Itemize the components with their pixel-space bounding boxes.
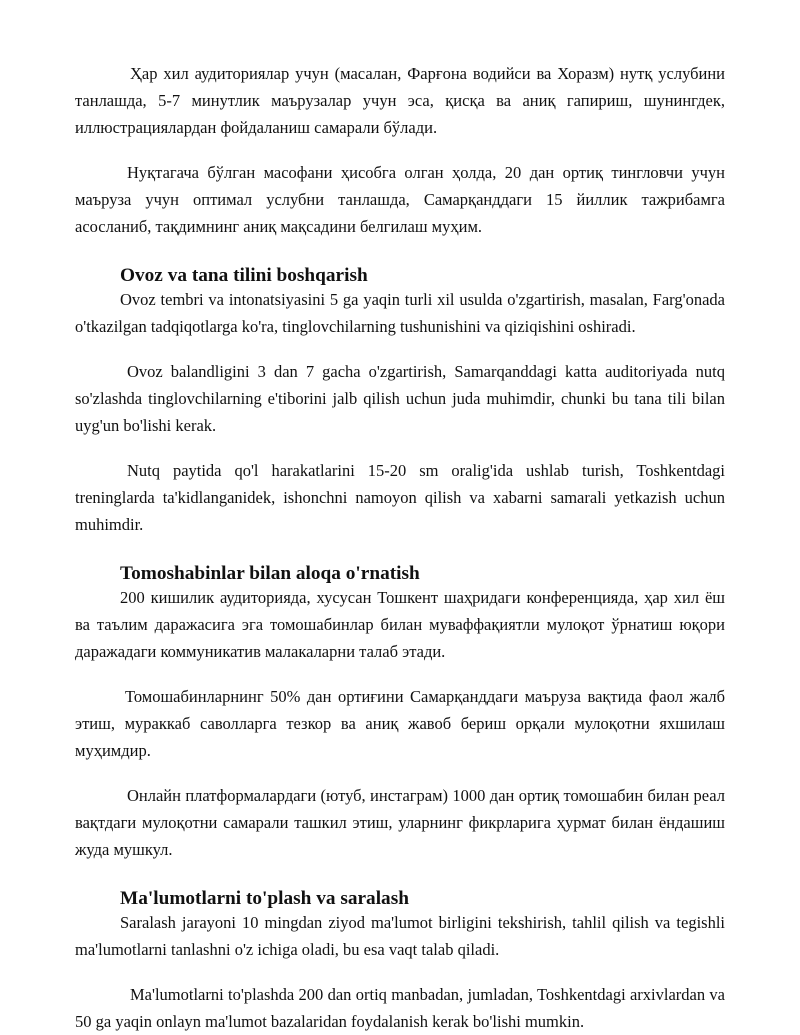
paragraph: Ovoz balandligini 3 dan 7 gacha o'zgartirish, Samarqanddagi katta auditoriyada nutq so'zlashda tinglovchilarning e'tiborini jalb qilish uchun juda muhimdir, chunki bu tana tili bilan uyg'un bo'lishi kerak. bbox=[75, 362, 725, 435]
paragraph: 200 кишилик аудиторияда, хусусан Тошкент шаҳридаги конференцияда, ҳар хил ёш ва таълим даражасига эга томошабинлар билан муваффақиятли мулоқот ўрнатиш юқори даражадаги коммуникатив малакаларни талаб этади. bbox=[75, 588, 725, 661]
paragraph: Nutq paytida qo'l harakatlarini 15-20 sm oralig'ida ushlab turish, Toshkentdagi treninglarda ta'kidlanganidek, ishonchni namoyon qilish va xabarni samarali yetkazish uchun muhimdir. bbox=[75, 461, 725, 534]
paragraph: Ovoz tembri va intonatsiyasini 5 ga yaqin turli xil usulda o'zgartirish, masalan, Farg'onada o'tkazilgan tadqiqotlarga ko'ra, tinglovchilarning tushunishini va qiziqishini oshiradi. bbox=[75, 290, 725, 336]
paragraph: Томошабинларнинг 50% дан ортиғини Самарқанддаги маъруза вақтида фаол жалб этиш, мураккаб саволларга тезкор ва аниқ жавоб бериш орқали мулоқотни яхшилаш муҳимдир. bbox=[75, 687, 725, 760]
paragraph: Ҳар хил аудиториялар учун (масалан, Фарғона водийси ва Хоразм) нутқ услубини танлашда, 5-7 минутлик маърузалар учун эса, қисқа ва аниқ гапириш, шунингдек, иллюстрациялардан фойдаланиш самарали бўлади. bbox=[75, 64, 725, 137]
paragraph: Saralash jarayoni 10 mingdan ziyod ma'lumot birligini tekshirish, tahlil qilish va tegishli ma'lumotlarni tanlashni o'z ichiga oladi, bu esa vaqt talab qiladi. bbox=[75, 913, 725, 959]
section-heading: Ma'lumotlarni to'plash va saralash bbox=[120, 888, 409, 909]
paragraph: Ma'lumotlarni to'plashda 200 dan ortiq manbadan, jumladan, Toshkentdagi arxivlardan va 50 ga yaqin onlayn ma'lumot bazalaridan foydalanish kerak bo'lishi mumkin. bbox=[75, 985, 725, 1031]
section-heading: Ovoz va tana tilini boshqarish bbox=[120, 265, 368, 286]
paragraph: Нуқтагача бўлган масофани ҳисобга олган ҳолда, 20 дан ортиқ тингловчи учун маъруза учун оптимал услубни танлашда, Самарқанддаги 15 йиллик тажрибамга асосланиб, тақдимнинг аниқ мақсадини белгилаш муҳим. bbox=[75, 163, 725, 236]
section-heading: Tomoshabinlar bilan aloqa o'rnatish bbox=[120, 563, 420, 584]
paragraph: Онлайн платформалардаги (ютуб, инстаграм) 1000 дан ортиқ томошабин билан реал вақтдаги мулоқотни самарали ташкил этиш, уларнинг фикрларига ҳурмат билан ёндашиш жуда мушкул. bbox=[75, 786, 725, 859]
